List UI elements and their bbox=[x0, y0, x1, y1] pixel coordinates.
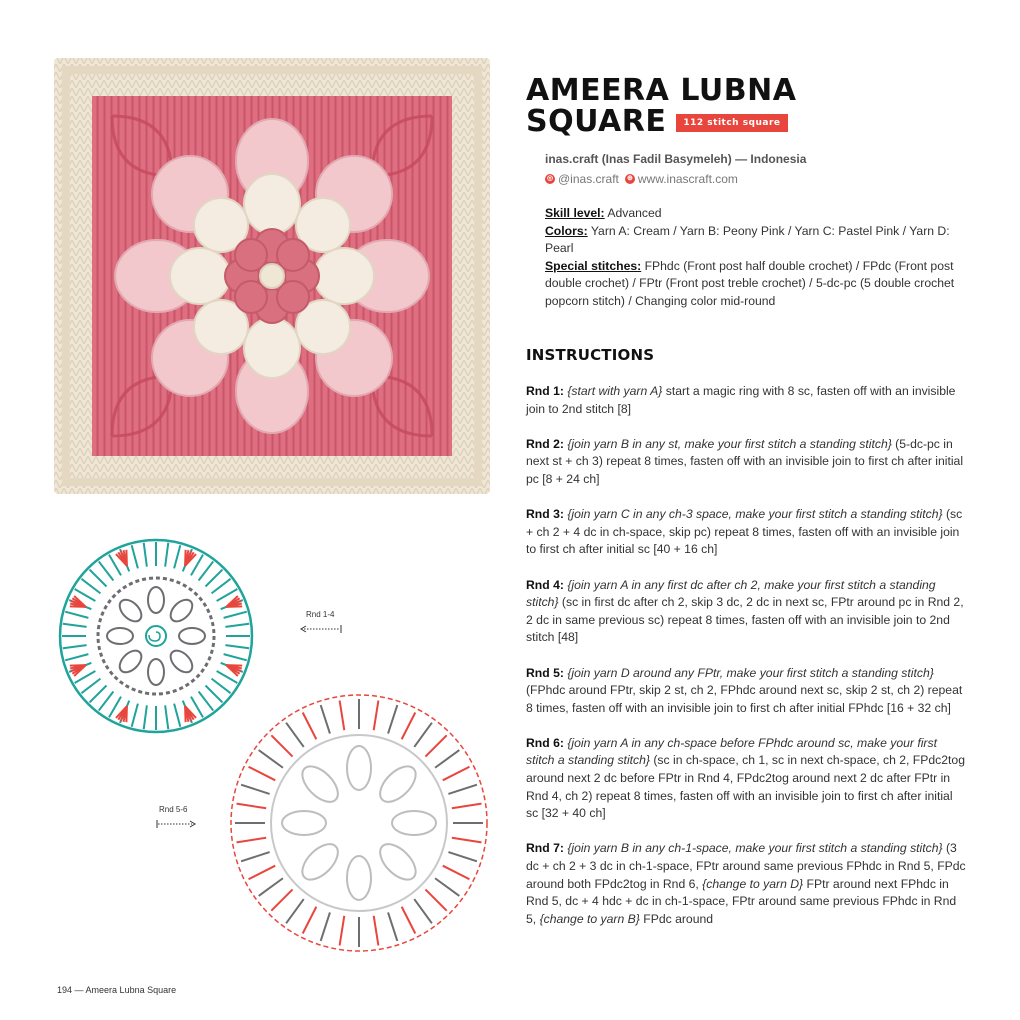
page-title-line-1: AMEERA LUBNA bbox=[526, 73, 797, 108]
instruction-round bbox=[526, 436, 966, 489]
special-stitches-value: FPhdc (Front post half double crochet) / FPdc (Front post double crochet) / FPtr (Front post treble crochet) / 5-dc-pc (5 double crochet popcorn stitch) / Changing color mid-round bbox=[545, 258, 955, 308]
round-text: FPtr around next FPhdc in Rnd 5, dc + 4 hdc + dc in ch-1-space, FPtr around same previous FPhdc in Rnd 5, bbox=[526, 876, 957, 926]
special-stitches-label: Special stitches: bbox=[545, 258, 642, 273]
website-link[interactable]: www.inascraft.com bbox=[637, 172, 738, 186]
round-note: {join yarn A in any first dc after ch 2, make your first stitch a standing stitch} bbox=[526, 577, 936, 610]
page-title-line-2: SQUARE bbox=[526, 104, 667, 139]
website-icon: ⊕ bbox=[625, 174, 635, 184]
footer-separator: — bbox=[72, 985, 86, 995]
round-note: {start with yarn A} bbox=[567, 384, 663, 398]
round-label: Rnd 2: bbox=[526, 436, 564, 451]
title-block bbox=[526, 75, 1006, 137]
instagram-icon: ◎ bbox=[546, 175, 554, 182]
round-text: start a magic ring with 8 sc, fasten off with an invisible join to 2nd stitch [8] bbox=[526, 384, 956, 416]
round-note: {change to yarn D} bbox=[702, 876, 804, 891]
round-text: (sc in first dc after ch 2, skip 3 dc, 2 dc in next sc, FPtr around pc in Rnd 2, 2 dc in same previous sc) repeat 8 times, fasten off with an invisible join to 2nd stitch [48] bbox=[526, 595, 964, 645]
instruction-round bbox=[526, 577, 966, 647]
diagram-label-rnd-1-4: Rnd 1-4 bbox=[306, 610, 335, 619]
arrow-right-icon bbox=[156, 819, 196, 829]
round-note: {join yarn B in any st, make your first stitch a standing stitch} bbox=[567, 436, 892, 451]
round-text: (sc in ch-space, ch 1, sc in next ch-space, ch 2, FPdc2tog around next 2 dc before FPtr in Rnd 4, FPdc2tog around next 2 dc after FPtr in Rnd 4, ch 2) repeat 8 times, fasten off with an invisible join to first ch after initial sc [32 + 40 ch] bbox=[526, 753, 965, 821]
colors-row bbox=[545, 223, 965, 258]
pattern-meta bbox=[545, 205, 965, 311]
designer-name: inas.craft (Inas Fadil Basymeleh) — Indonesia bbox=[545, 152, 807, 166]
footer-section-title: Ameera Lubna Square bbox=[85, 985, 177, 995]
round-note: {change to yarn B} bbox=[539, 911, 640, 926]
round-text: FPdc around bbox=[639, 911, 714, 926]
round-text: (5-dc-pc in next st + ch 3) repeat 8 times, fasten off with an invisible join to first ch after initial pc [8 + 24 ch] bbox=[526, 436, 964, 486]
instruction-round bbox=[526, 665, 966, 718]
round-text: (FPhdc around FPtr, skip 2 st, ch 2, FPhdc around next sc, skip 2 st, ch 2) repeat 8 times, fasten off with an invisible join to first ch after initial FPhdc [16 + 32 ch] bbox=[526, 683, 963, 715]
skill-level-row bbox=[545, 205, 965, 223]
instruction-round bbox=[526, 383, 966, 418]
round-label: Rnd 4: bbox=[526, 577, 564, 592]
instruction-round bbox=[526, 840, 966, 928]
page-footer bbox=[57, 985, 176, 995]
round-label: Rnd 7: bbox=[526, 841, 564, 856]
diagram-label-rnd-5-6: Rnd 5-6 bbox=[159, 805, 188, 814]
stitch-diagram-rnd-5-6 bbox=[224, 688, 494, 958]
round-text: (sc + ch 2 + 4 dc in ch-space, skip pc) repeat 8 times, fasten off with an invisible join to first ch after initial sc [40 + 16 ch] bbox=[526, 507, 963, 557]
skill-level-label: Skill level: bbox=[545, 206, 605, 220]
designer-social bbox=[545, 172, 744, 186]
instructions-heading: INSTRUCTIONS bbox=[526, 346, 655, 364]
instructions-list bbox=[526, 383, 966, 946]
instagram-handle[interactable]: @inas.craft bbox=[558, 172, 619, 186]
arrow-left-icon bbox=[300, 624, 342, 634]
round-label: Rnd 6: bbox=[526, 735, 564, 750]
round-note: {join yarn D around any FPtr, make your first stitch a standing stitch} bbox=[567, 665, 934, 680]
round-note: {join yarn C in any ch-3 space, make your first stitch a standing stitch} bbox=[567, 507, 943, 522]
skill-level-value: Advanced bbox=[607, 206, 662, 220]
round-text: (3 dc + ch 2 + 3 dc in ch-1-space, FPtr around same previous FPhdc in Rnd 5, FPdc around both FPdc2tog in Rnd 6, bbox=[526, 841, 966, 891]
special-stitches-row bbox=[545, 258, 965, 311]
colors-value: Yarn A: Cream / Yarn B: Peony Pink / Yarn C: Pastel Pink / Yarn D: Pearl bbox=[545, 223, 950, 256]
colors-label: Colors: bbox=[545, 223, 588, 238]
square-photo bbox=[52, 56, 492, 496]
page-title-line-2-row bbox=[526, 106, 1006, 137]
round-note: {join yarn A in any ch-space before FPhdc around sc, make your first stitch a standing stitch} bbox=[526, 735, 937, 768]
round-label: Rnd 5: bbox=[526, 665, 564, 680]
round-label: Rnd 1: bbox=[526, 384, 564, 398]
instruction-round bbox=[526, 735, 966, 823]
stitch-count-badge: 112 stitch square bbox=[676, 114, 787, 132]
round-label: Rnd 3: bbox=[526, 507, 564, 522]
instruction-round bbox=[526, 506, 966, 559]
page-number: 194 bbox=[57, 985, 73, 995]
round-note: {join yarn B in any ch-1-space, make your first stitch a standing stitch} bbox=[567, 841, 943, 856]
